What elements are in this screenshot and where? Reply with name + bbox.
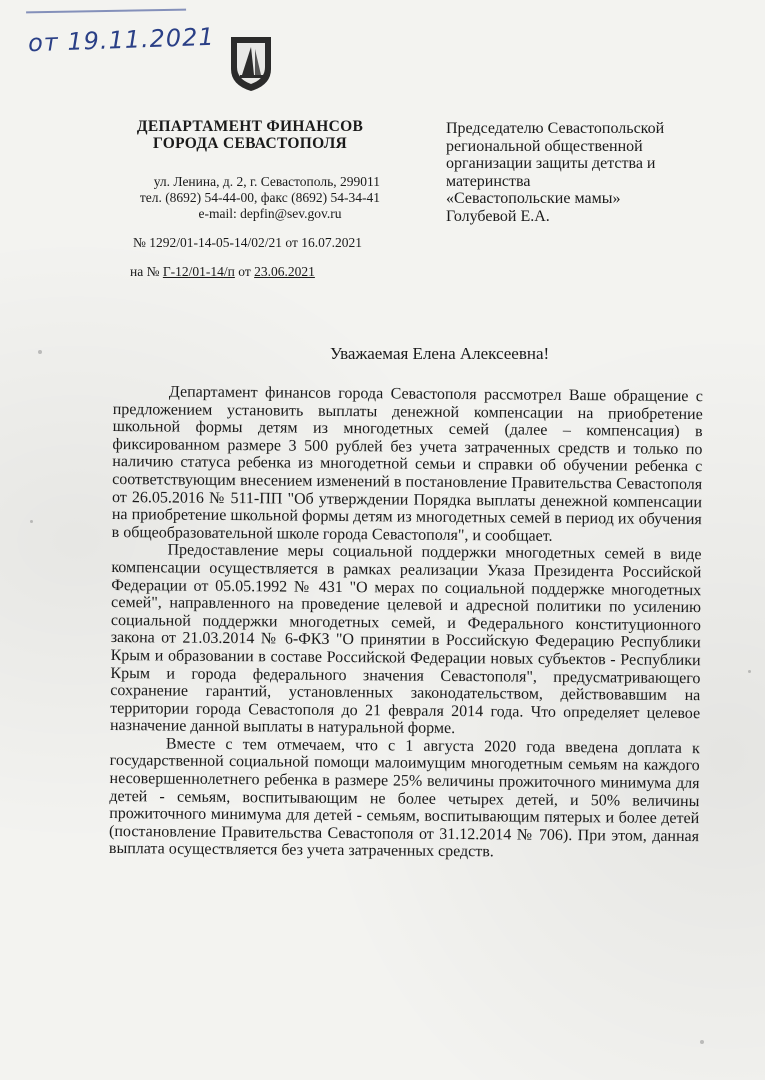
registration-number: № 1292/01-14-05-14/02/21 от 16.07.2021: [133, 235, 362, 250]
department-name-line1: ДЕПАРТАМЕНТ ФИНАНСОВ: [136, 118, 364, 135]
scan-speck: [38, 350, 42, 354]
sender-contacts: [120, 174, 380, 222]
sender-phone: тел. (8692) 54-44-00, факс (8692) 54-34-41: [139, 190, 380, 205]
body-paragraph: Вместе с тем отмечаем, что с 1 августа 2020 года введена доплата к государственной социальной помощи малоимущим многодетным семьям на каждого несовершеннолетнего ребенка в размере 25% величины прожиточного минимума для детей - семьям, воспитывающим не более четырех детей, и 50% величины прожиточного минимума для детей - семьям, воспитывающим пятерых и более детей (постановление Правительства Севастополя от 31.12.2014 № 706). При этом, данная выплата осуществляется без учета затраченных средств.: [108, 735, 700, 861]
reference-date: 23.06.2021: [254, 264, 315, 279]
handwritten-stroke: [26, 0, 186, 13]
reference-middle: от: [238, 264, 251, 279]
recipient-line: материнства: [446, 172, 531, 190]
recipient-line: «Севастопольские мамы»: [446, 190, 621, 208]
department-name-line2: ГОРОДА СЕВАСТОПОЛЯ: [152, 135, 348, 152]
scan-speck: [748, 670, 751, 673]
letter-body: [109, 383, 703, 863]
reference-number: [130, 264, 315, 280]
sender-email: e-mail: depfin@sev.gov.ru: [198, 206, 342, 221]
reference-doc-number: Г-12/01-14/п: [162, 264, 235, 279]
scan-speck: [700, 1040, 704, 1044]
sender-address: ул. Ленина, д. 2, г. Севастополь, 299011: [153, 174, 380, 189]
body-paragraph: Предоставление меры социальной поддержки многодетных семей в виде компенсации осуществляется в рамках реализации Указа Президента Российской Федерации от 05.05.1992 № 431 "О мерах по социальной поддержке многодетных семей", направленного на проведение целевой и адресной политики по усилению социальной поддержки многодетных семей, и Федерального конституционного закона от 21.03.2014 № 6-ФКЗ "О принятии в Российскую Федерацию Республики Крым и образовании в составе Российской Федерации новых субъектов - Республики Крым и города федерального значения Севастополя", предусматривающего сохранение гарантий, установленных законодательством, действовавшим на территории города Севастополя до 21 февраля 2014 года. Что определяет целевое назначение данной выплаты в натуральной форме.: [109, 541, 702, 738]
handwritten-date-note: от 19.11.2021: [27, 22, 216, 58]
sevastopol-coat-of-arms-icon: [228, 35, 274, 93]
body-paragraph: Департамент финансов города Севастополя рассмотрел Ваше обращение с предложением установить выплаты денежной компенсации на приобретение школьной формы детям из многодетных семей (далее – компенсация) в фиксированном размере 3 500 рублей без учета затраченных средств и только по наличию статуса ребенка из многодетной семьи и справки об обучении ребенка с соответствующим внесением изменений в постановление Правительства Севастополя от 26.05.2016 № 511-ПП "Об утверждении Порядка выплаты денежной компенсации на приобретение школьной формы детям из многодетных семей в период их обучения в общеобразовательной школе города Севастополя", и сообщает.: [111, 383, 703, 545]
recipient-line: региональной общественной: [446, 137, 643, 155]
recipient-line: Голубевой Е.А.: [446, 207, 550, 225]
scan-speck: [30, 520, 33, 523]
greeting: Уважаемая Елена Алексеевна!: [330, 344, 550, 363]
sender-block: [120, 118, 380, 222]
recipient-line: Председателю Севастопольской: [446, 120, 665, 137]
recipient-line: организации защиты детства и: [446, 155, 656, 173]
recipient-block: [446, 120, 716, 226]
reference-prefix: на №: [130, 264, 160, 279]
